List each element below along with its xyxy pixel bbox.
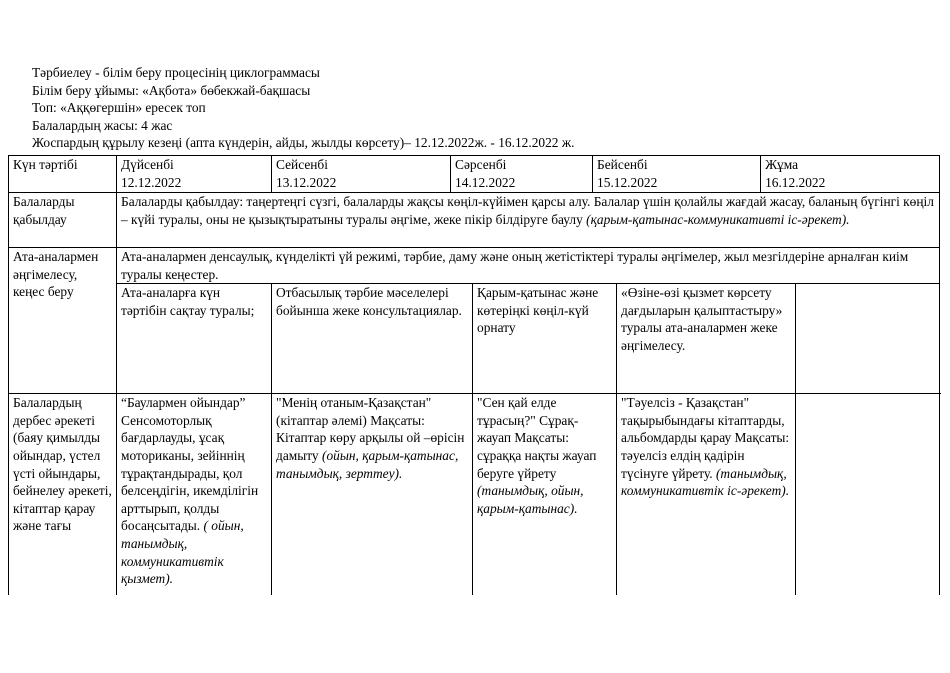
activity-cell-2: "Менің отаным-Қазақстан" (кітаптар әлемі) Мақсаты: Кітаптар көру арқылы ой –өрісін дамыту (ойын, қарым-қатынас, танымдық, зерттеу). — [272, 394, 473, 595]
row-label-parents: Ата-аналармен әңгімелесу, кеңес беру — [9, 248, 117, 394]
document-header — [32, 64, 574, 152]
group-line: Топ: «Аққөгершін» ересек топ — [32, 100, 206, 116]
doc-title: Тәрбиелеу - білім беру процесінің циклограммасы — [32, 65, 320, 80]
cyclogram-table — [8, 155, 940, 595]
parents-cell-1: Ата-аналарға күн тәртібін сақтау туралы; — [117, 284, 272, 394]
activity-cell-5 — [796, 394, 940, 595]
age-line: Балалардың жасы: 4 жас — [32, 117, 173, 133]
table-row — [9, 284, 940, 394]
row-label-reception: Балаларды қабылдау — [9, 193, 117, 248]
header-day-4: Бейсенбі 15.12.2022 — [593, 156, 761, 193]
period-line: Жоспардың құрылу кезеңі (апта күндерін, айды, жылды көрсету)– 12.12.2022ж. - 16.12.2022 ж. — [32, 135, 575, 151]
activity-cell-1: “Баулармен ойындар” Сенсомоторлық бағдарлауды, ұсақ моториканы, зейіннің тұрақтандырады, қол белсеңдігін, икемділігін арттырып, қолды босаңсытады. ( ойын, танымдық, коммуникативтік қызмет). — [117, 394, 272, 595]
row-label-activity: Балалардың дербес әрекеті (баяу қимылды ойындар, үстел үсті ойындары, бейнелеу әрекеті, кітаптар қарау және тағы — [9, 394, 117, 595]
header-day-2: Сейсенбі 13.12.2022 — [272, 156, 451, 193]
activity-cell-4: "Тәуелсіз - Қазақстан" тақырыбындағы кітаптарды, альбомдарды қарау Мақсаты: тәуелсіз елдің қадірін түсінуге үйрету. (танымдық, коммуникативтік іс-әрекет). — [617, 394, 796, 595]
parents-cell-4: «Өзіне-өзі қызмет көрсету дағдыларын қалыптастыру» туралы ата-аналармен жеке әңгімелесу. — [617, 284, 796, 394]
activity-cell-3: "Сен қай елде тұрасың?" Сұрақ-жауап Мақсаты: сұраққа нақты жауап беруге үйрету (танымдық, ойын, қарым-қатынас). — [473, 394, 617, 595]
header-day-5: Жұма 16.12.2022 — [761, 156, 940, 193]
reception-cell: Балаларды қабылдау: таңертеңгі сүзгі, балаларды жақсы көңіл-күйімен қарсы алу. Балалар үшін қолайлы жағдай жасау, баланың бүгінгі көңіл – күйі туралы, оны не қызықтыратыны туралы әңгіме, жеке пікір білдіруге баулу (қарым-қатынас-коммуникативті іс-әрекет). — [117, 193, 940, 248]
parents-cell-3: Қарым-қатынас және көтеріңкі көңіл-күй орнату — [473, 284, 617, 394]
table-header-row — [9, 156, 940, 193]
parents-cell-5 — [796, 284, 940, 394]
header-daily-routine: Күн тәртібі — [9, 156, 117, 193]
table-row — [9, 248, 940, 284]
parents-common-cell: Ата-аналармен денсаулық, күнделікті үй режимі, тәрбие, даму және оның жетістіктері туралы әңгімелер, жыл мезгілдеріне арналған киім туралы кеңестер. — [117, 248, 940, 284]
header-day-1: Дүйсенбі 12.12.2022 — [117, 156, 272, 193]
organization-line: Білім беру ұйымы: «Ақбота» бөбекжай-бақшасы — [32, 82, 311, 98]
header-day-3: Сәрсенбі 14.12.2022 — [451, 156, 593, 193]
table-row — [9, 394, 940, 595]
table-row — [9, 193, 940, 248]
parents-cell-2: Отбасылық тәрбие мәселелері бойынша жеке консультациялар. — [272, 284, 473, 394]
